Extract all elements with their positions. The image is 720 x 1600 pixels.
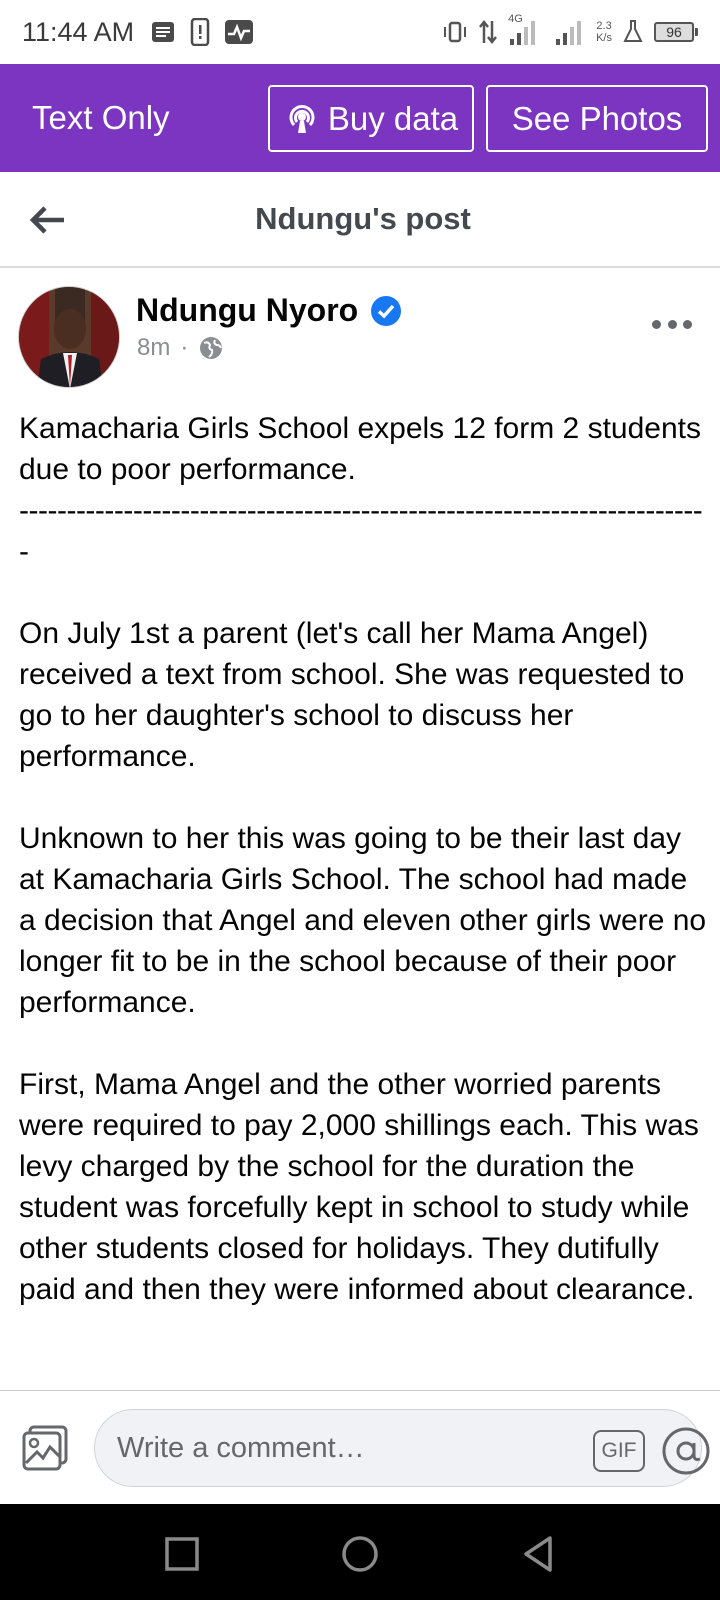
signal-icon-2 — [554, 17, 586, 47]
status-left-icons — [150, 18, 254, 46]
more-dot-icon — [683, 320, 692, 329]
post-divider: ------------------------------------------------------------------------- — [19, 494, 703, 568]
speed-unit: K/s — [596, 32, 612, 44]
post-paragraph-3: First, Mama Angel and the other worried parents were required to pay 2,000 shillings each. This was levy charged by the school for the duration the student was forcefully kept in school to study while other students closed for holidays. They dutifully paid and then they were informed about clearance. — [19, 1068, 699, 1306]
flask-icon — [622, 19, 644, 45]
battery-level: 96 — [654, 22, 694, 42]
post-author — [0, 268, 720, 396]
meta-separator: · — [180, 334, 189, 361]
back-triangle-icon[interactable] — [518, 1534, 558, 1574]
buy-data-label: Buy data — [327, 99, 459, 137]
status-time: 11:44 AM — [22, 16, 135, 47]
post-paragraph-1: On July 1st a parent (let's call her Mama Angel) received a text from school. She was requested to go to her daughter's school to discuss her performance. — [19, 617, 685, 773]
activity-icon — [224, 19, 254, 45]
broadcast-icon — [284, 101, 320, 137]
author-name[interactable] — [136, 292, 402, 329]
data-transfer-icon — [478, 19, 498, 45]
back-button[interactable] — [28, 200, 68, 240]
post-header — [0, 172, 720, 268]
status-right — [442, 13, 698, 47]
verified-badge-icon — [370, 295, 402, 327]
post-body — [19, 408, 709, 1310]
message-icon — [150, 20, 176, 44]
vibrate-icon — [442, 20, 468, 44]
buy-data-button[interactable] — [268, 85, 474, 152]
more-options-button[interactable] — [652, 314, 692, 334]
more-dot-icon — [668, 320, 677, 329]
see-photos-button[interactable] — [486, 85, 708, 152]
system-nav-bar — [0, 1504, 720, 1600]
comment-placeholder: Write a comment… — [117, 1431, 365, 1464]
signal-icon-1 — [508, 13, 544, 47]
arrow-left-icon — [30, 205, 66, 235]
author-name-text: Ndungu Nyoro — [136, 292, 359, 328]
speed-value: 2.3 — [596, 20, 612, 32]
mention-icon[interactable] — [661, 1426, 711, 1476]
globe-icon — [198, 335, 224, 361]
post-time[interactable]: 8m — [137, 334, 171, 361]
recent-apps-icon[interactable] — [162, 1534, 202, 1574]
more-dot-icon — [652, 320, 661, 329]
page-title: Ndungu's post — [255, 201, 471, 236]
network-speed — [596, 20, 612, 44]
network-type: 4G — [508, 13, 523, 25]
home-icon[interactable] — [340, 1534, 380, 1574]
data-banner — [0, 64, 720, 172]
text-only-link[interactable]: Text Only — [32, 99, 170, 136]
avatar[interactable] — [18, 286, 120, 388]
phone-alert-icon — [190, 18, 210, 46]
comment-input[interactable] — [94, 1409, 702, 1487]
status-bar — [0, 0, 720, 64]
post-meta — [137, 334, 224, 362]
gif-button[interactable]: GIF — [593, 1430, 645, 1472]
post-headline: Kamacharia Girls School expels 12 form 2 students due to poor performance. — [19, 412, 701, 486]
see-photos-label: See Photos — [511, 99, 683, 137]
comment-bar — [0, 1390, 720, 1504]
photo-icon[interactable] — [20, 1423, 72, 1475]
post-paragraph-2: Unknown to her this was going to be their last day at Kamacharia Girls School. The school had made a decision that Angel and eleven other girls were no longer fit to be in the school because of their poor performance. — [19, 822, 707, 1019]
battery-icon — [654, 22, 698, 42]
